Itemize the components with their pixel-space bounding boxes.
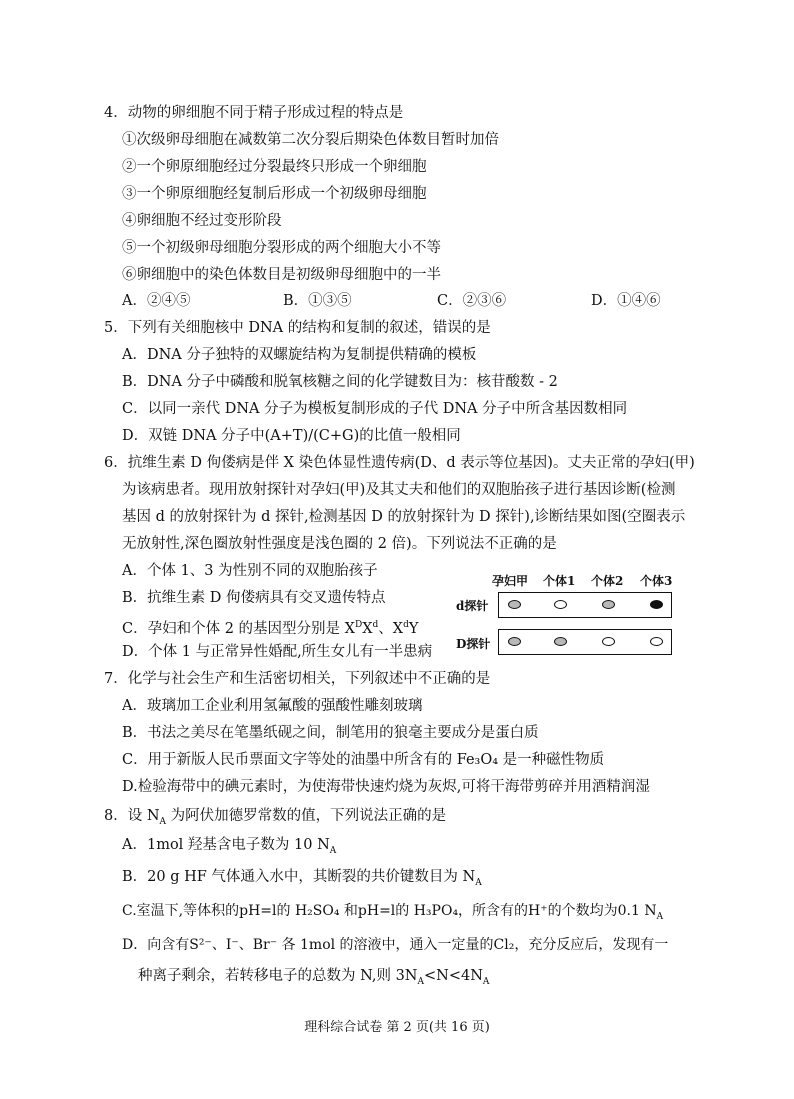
q5-option-c: C．以同一亲代 DNA 分子为模板复制形成的子代 DNA 分子中所含基因数相同 bbox=[122, 401, 628, 417]
probe-dot bbox=[508, 637, 521, 646]
q7-option-a: A．玻璃加工企业利用氢氟酸的强酸性雕刻玻璃 bbox=[122, 698, 423, 714]
probe-dot bbox=[602, 600, 615, 609]
q8-option-d-line-2: 种离子剩余，若转移电子的总数为 N,则 $3N_A<N<4N_A$ bbox=[138, 968, 490, 987]
q5-option-b: B．DNA 分子中磷酸和脱氧核糖之间的化学键数目为：核苷酸数 - 2 bbox=[122, 374, 558, 390]
probe-dot bbox=[650, 637, 663, 646]
q4-option-c: C．②③⑥ bbox=[437, 293, 507, 309]
q5-option-d: D．双链 DNA 分子中(A+T)/(C+G)的比值一般相同 bbox=[122, 428, 461, 444]
q6-stem-line-3: 基因 d 的放射探针为 d 探针,检测基因 D 的放射探针为 D 探针),诊断结果如图(空圈表示 bbox=[122, 509, 686, 525]
probe-dot bbox=[554, 600, 567, 609]
q6-stem-line-1: 6．抗维生素 D 佝偻病是伴 X 染色体显性遗传病(D、d 表示等位基因)。丈夫正常的孕妇(甲) bbox=[104, 455, 695, 471]
q4-option-a: A．②④⑤ bbox=[122, 293, 191, 309]
probe-dot bbox=[554, 637, 567, 646]
q8-option-b: B．20 g HF 气体通入水中，其断裂的共价键数目为 $N_A$ bbox=[122, 869, 482, 888]
figure-row-label-d: d探针 bbox=[456, 599, 489, 613]
q4-item-2: ②一个卵原细胞经过分裂最终只形成一个卵细胞 bbox=[122, 159, 427, 175]
q7-option-c: C．用于新版人民币票面文字等处的油墨中所含有的 Fe₃O₄ 是一种磁性物质 bbox=[122, 752, 605, 768]
probe-dot bbox=[650, 600, 663, 609]
figure-row-label-D: D探针 bbox=[456, 637, 491, 651]
q4-option-d: D．①④⑥ bbox=[591, 293, 661, 309]
q6-stem-line-4: 无放射性,深色圈放射性强度是浅色圈的 2 倍)。下列说法不正确的是 bbox=[122, 536, 557, 552]
q8-stem: 8．设 $N_A$ 为阿伏加德罗常数的值，下列说法正确的是 bbox=[104, 808, 447, 827]
figure-header-individual-3: 个体3 bbox=[640, 574, 673, 588]
q8-option-c: C.室温下,等体积的pH=l的 H₂SO₄ 和pH=l的 H₃PO₄，所含有的H⁺的个数均为0.1 $N_A$ bbox=[122, 903, 664, 922]
q4-stem: 4．动物的卵细胞不同于精子形成过程的特点是 bbox=[104, 105, 404, 121]
q6-stem-line-2: 为该病患者。现用放射探针对孕妇(甲)及其丈夫和他们的双胞胎孩子进行基因诊断(检测 bbox=[122, 482, 676, 498]
figure-header-individual-1: 个体1 bbox=[543, 574, 576, 588]
probe-dot bbox=[602, 637, 615, 646]
figure-header-individual-2: 个体2 bbox=[591, 574, 624, 588]
q4-item-5: ⑤一个初级卵母细胞分裂形成的两个细胞大小不等 bbox=[122, 240, 441, 256]
q6-option-c: C．孕妇和个体 2 的基因型分别是 $X^DX^d$、$X^dY$ bbox=[122, 620, 419, 637]
q4-item-3: ③一个卵原细胞经复制后形成一个初级卵母细胞 bbox=[122, 186, 427, 202]
q4-item-4: ④卵细胞不经过变形阶段 bbox=[122, 213, 282, 229]
figure-header-pregnant: 孕妇甲 bbox=[492, 574, 529, 588]
q8-option-a: A．1mol 羟基含电子数为 10 $N_A$ bbox=[122, 837, 337, 856]
q7-option-d: D.检验海带中的碘元素时，为使海带快速灼烧为灰烬,可将干海带剪碎并用酒精润湿 bbox=[122, 779, 650, 795]
q4-item-6: ⑥卵细胞中的染色体数目是初级卵母细胞中的一半 bbox=[122, 267, 441, 283]
q7-stem: 7．化学与社会生产和生活密切相关，下列叙述中不正确的是 bbox=[104, 671, 491, 687]
q5-stem: 5．下列有关细胞核中 DNA 的结构和复制的叙述，错误的是 bbox=[104, 320, 491, 336]
q7-option-b: B．书法之美尽在笔墨纸砚之间，制笔用的狼毫主要成分是蛋白质 bbox=[122, 725, 539, 741]
q8-option-d-line-1: D．向含有S²⁻、I⁻、Br⁻ 各 1mol 的溶液中，通入一定量的Cl₂，充分反应后，发现有一 bbox=[122, 937, 669, 953]
q4-option-b: B．①③⑤ bbox=[283, 293, 352, 309]
probe-row-d bbox=[498, 592, 672, 618]
page-footer: 理科综合试卷 第 2 页(共 16 页) bbox=[304, 1020, 490, 1035]
probe-dot bbox=[508, 600, 521, 609]
q4-item-1: ①次级卵母细胞在减数第二次分裂后期染色体数目暂时加倍 bbox=[122, 132, 499, 148]
q6-option-b: B．抗维生素 D 佝偻病具有交叉遗传特点 bbox=[122, 590, 386, 606]
q5-option-a: A．DNA 分子独特的双螺旋结构为复制提供精确的模板 bbox=[122, 347, 477, 363]
q6-option-d: D．个体 1 与正常异性婚配,所生女儿有一半患病 bbox=[122, 644, 433, 660]
q6-option-a: A．个体 1、3 为性别不同的双胞胎孩子 bbox=[122, 563, 378, 579]
probe-diagnosis-figure bbox=[450, 572, 680, 662]
probe-row-D bbox=[498, 629, 672, 655]
